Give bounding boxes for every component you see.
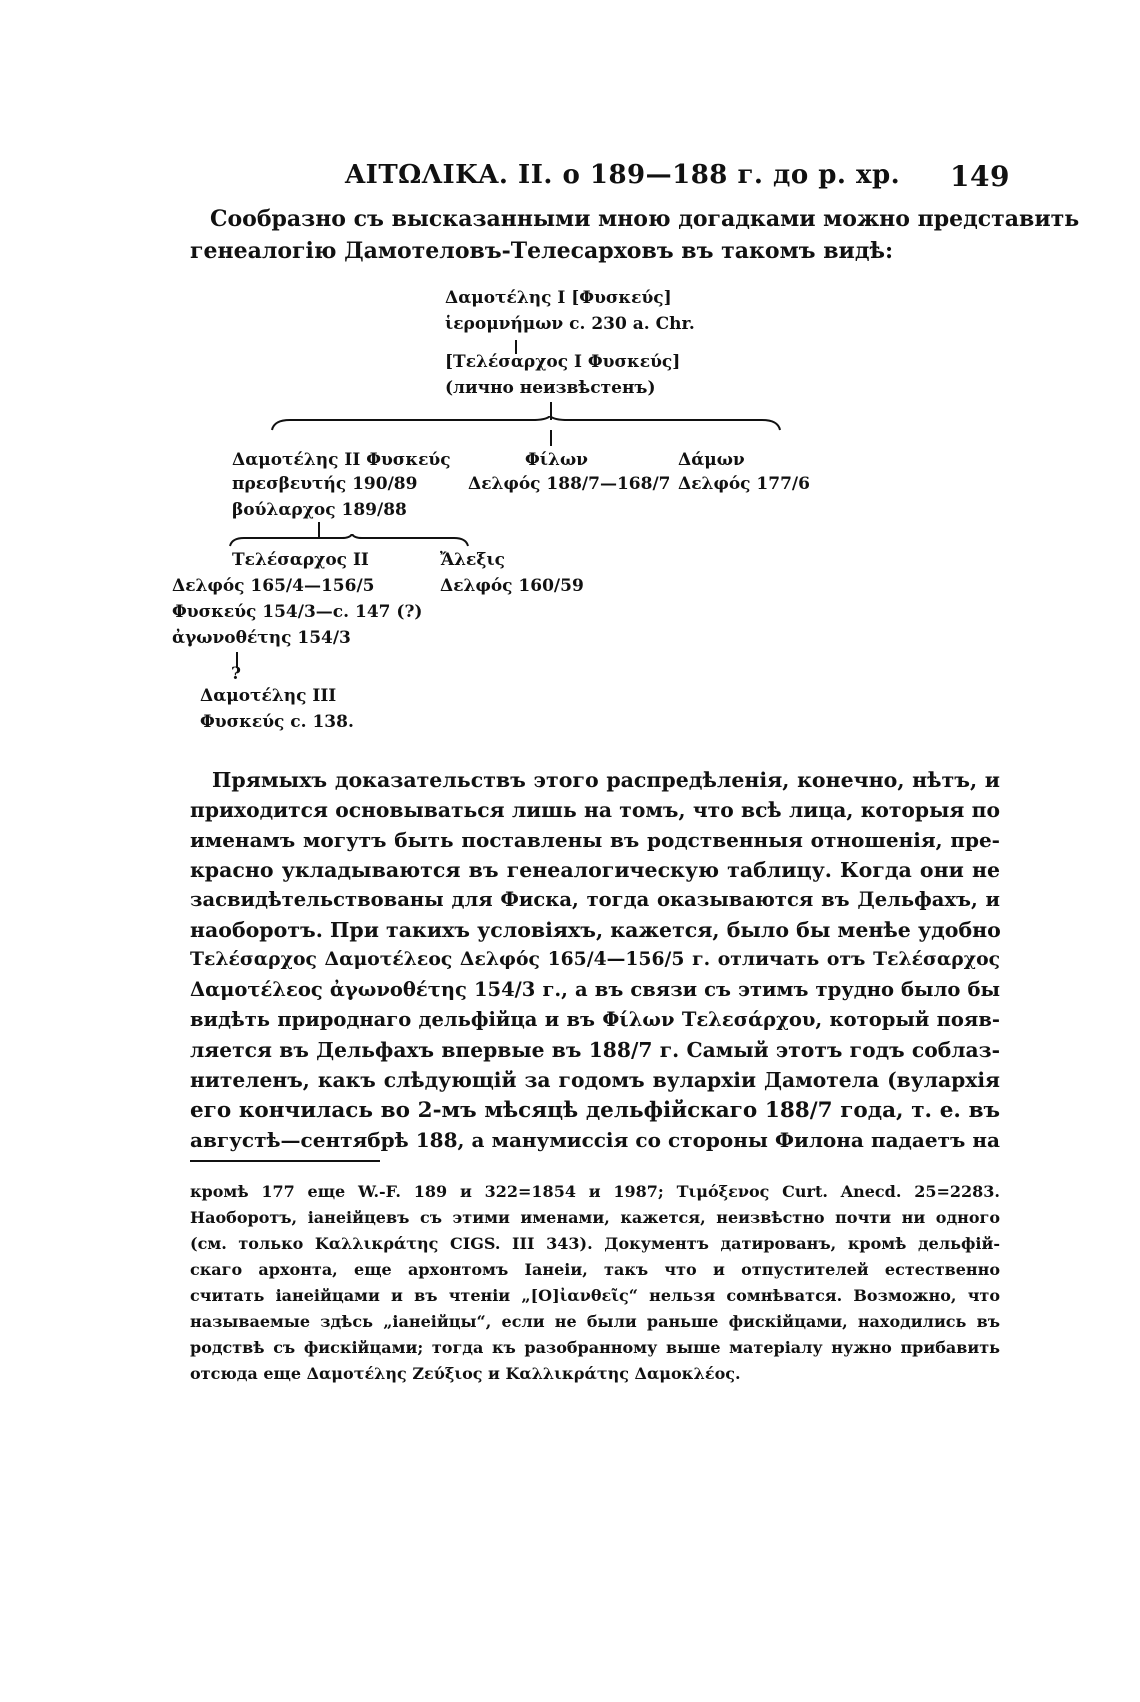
paragraph-line: именамъ могутъ быть поставлены въ родственныя отношенія, пре- [190,828,1000,852]
paragraph-line: августѣ—сентябрѣ 188, а манумиссія со стороны Филона падаетъ на [190,1128,1000,1152]
telesarchos2-role-1: Δελφός 165/4—156/5 [172,576,375,596]
paragraph-line: засвидѣтельствованы для Фиска, тогда оказываются въ Дельфахъ, и [190,888,1000,911]
paragraph-line: красно укладываются въ генеалогическую таблицу. Когда они не [190,858,1000,882]
paragraph-line: Δαμοτέλεος ἀγωνοθέτης 154/3 г., а въ связи съ этимъ трудно было бы [190,978,1000,1001]
footnote-line: кромѣ 177 еще W.-F. 189 и 322=1854 и 1987; Τιμόξενος Curt. Anecd. 25=2283. [190,1182,1000,1201]
philon-name: Φίλων [525,450,588,470]
running-header: ΑΙΤΩΛΙΚΑ. II. о 189—188 г. до р. хр. [345,160,901,190]
gen1-role: ἱερομνήμων c. 230 a. Chr. [445,314,695,334]
damoteles3-role: Φυσκεύς c. 138. [200,712,354,732]
footnote-line: считать іанеійцами и въ чтеніи „[Ο]ἰανθεῖς“ нельзя сомнѣватся. Возможно, что [190,1286,1000,1305]
damon-name: Δάμων [678,450,745,470]
paragraph-line: видѣть природнаго дельфійца и въ Φίλων Τελεσάρχου, который появ- [190,1008,1000,1031]
alexis-role: Δελφός 160/59 [440,576,584,596]
paragraph-line: нителенъ, какъ слѣдующій за годомъ вулархіи Дамотела (вулархія [190,1068,1000,1092]
intro-line-2: генеалогію Дамотеловъ-Телесарховъ въ такомъ видѣ: [190,238,894,264]
footnote-line: называемые здѣсь „іанеійцы“, если не были раньше фискійцами, находились въ [190,1312,1000,1331]
gen1-name: Δαμοτέλης I [Φυσκεύς] [445,288,672,308]
damoteles2-role-2: βούλαρχος 189/88 [232,500,407,520]
footnote-rule [190,1160,380,1162]
paragraph-line: Прямыхъ доказательствъ этого распредѣленія, конечно, нѣтъ, и [212,768,1000,792]
paragraph-line: наоборотъ. При такихъ условіяхъ, кажется, было бы менѣе удобно [190,918,1001,942]
paragraph-line: приходится основываться лишь на томъ, что всѣ лица, которыя по [190,798,1000,822]
paragraph-line: Τελέσαρχος Δαμοτέλεος Δελφός 165/4—156/5 г. отличать отъ Τελέσαρχος [190,948,1000,970]
philon-role: Δελφός 188/7—168/7 [468,474,671,494]
footnote-line: родствѣ съ фискійцами; тогда къ разобранному выше матеріалу нужно прибавить [190,1338,1000,1357]
gen2-note: (лично неизвѣстенъ) [445,378,656,398]
gen2-name: [Τελέσαρχος I Φυσκεύς] [445,352,681,372]
tree-connector [550,430,552,446]
paragraph-line: его кончилась во 2-мъ мѣсяцѣ дельфійскаго 188/7 года, т. е. въ [190,1098,1000,1123]
footnote-line: отсюда еще Δαμοτέλης Ζεύξιος и Καλλικράτης Δαμοκλέος. [190,1364,741,1383]
alexis-name: Ἄλεξις [440,550,506,570]
footnote-line: Наоборотъ, іанеійцевъ съ этими именами, кажется, неизвѣстно почти ни одного [190,1208,1000,1227]
damoteles3-name: Δαμοτέλης III [200,686,337,706]
page-number: 149 [950,160,1010,193]
question-mark: ? [231,664,241,684]
footnote-line: скаго архонта, еще архонтомъ Іанеіи, такъ что и отпустителей естественно [190,1260,1000,1279]
tree-brace [270,416,782,432]
tree-brace [228,534,472,548]
intro-line-1: Сообразно съ высказанными мною догадками можно представить [210,206,1080,232]
damoteles2-role-1: πρεσβευτής 190/89 [232,474,418,494]
damon-role: Δελφός 177/6 [678,474,810,494]
telesarchos2-role-3: ἀγωνοθέτης 154/3 [172,628,351,648]
footnote-line: (см. только Καλλικράτης CIGS. III 343). Документъ датированъ, кромѣ дельфій- [190,1234,1000,1253]
paragraph-line: ляется въ Дельфахъ впервые въ 188/7 г. Самый этотъ годъ соблаз- [190,1038,1000,1062]
telesarchos2-name: Τελέσαρχος II [232,550,369,570]
damoteles2-name: Δαμοτέλης II Φυσκεύς [232,450,451,470]
telesarchos2-role-2: Φυσκεύς 154/3—c. 147 (?) [172,602,423,622]
